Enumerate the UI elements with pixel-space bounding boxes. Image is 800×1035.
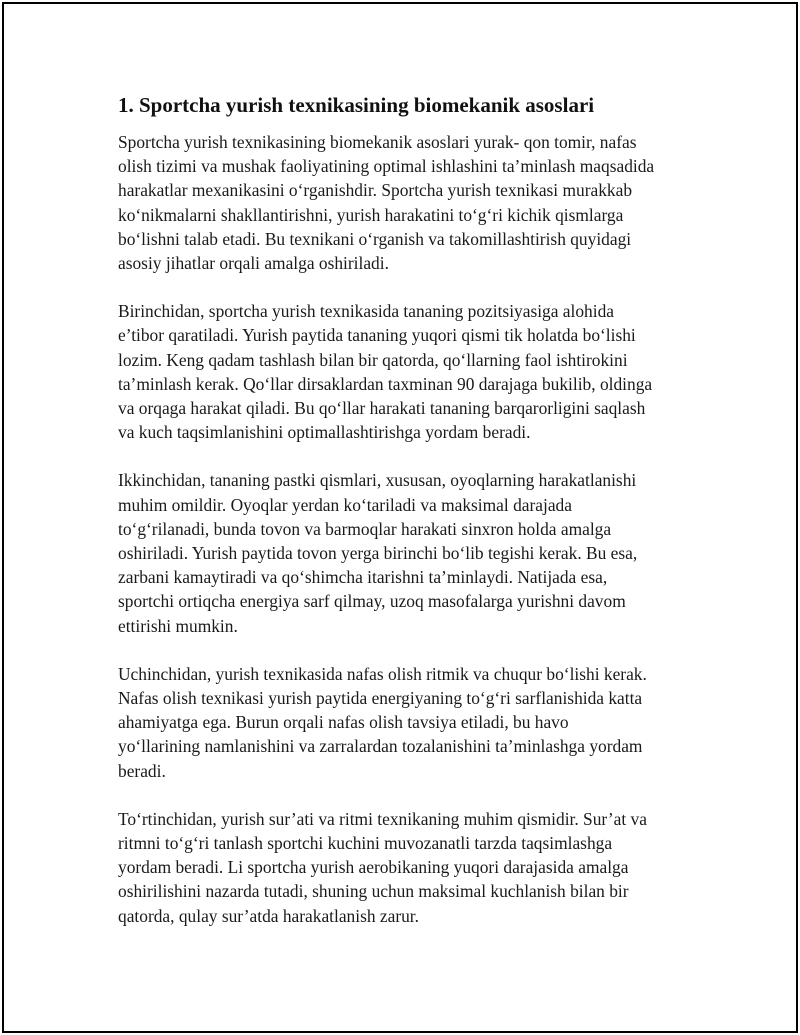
paragraph-first: Birinchidan, sportcha yurish texnikasida tananing pozitsiyasiga alohida e’tibor qaratiladi. Yurish paytida tananing yuqori qismi tik holatda boʻlishi lozim. Keng qadam tashlash bilan bir qatorda, qoʻllarning faol ishtirokini ta’minlash kerak. Qoʻllar dirsaklardan taxminan 90 darajaga bukilib, oldinga va orqaga harakat qiladi. Bu qoʻllar harakati tananing barqarorligini saqlash va kuch taqsimlanishini optimallashtirishga yordam beradi.	[118, 301, 653, 443]
section-heading: 1. Sportcha yurish texnikasining biomekanik asoslari	[118, 93, 595, 117]
paragraph-intro: Sportcha yurish texnikasining biomekanik asoslari yurak- qon tomir, nafas olish tizimi va mushak faoliyatining optimal ishlashini ta’minlash maqsadida harakatlar mexanikasini oʻrganishdir. Sportcha yurish texnikasi murakkab koʻnikmalarni shakllantirishni, yurish harakatini toʻgʻri kichik qismlarga boʻlishni talab etadi. Bu texnikani oʻrganish va takomillashtirish quyidagi asosiy jihatlar orqali amalga oshiriladi.	[118, 132, 655, 274]
paragraph-fourth: Toʻrtinchidan, yurish sur’ati va ritmi texnikaning muhim qismidir. Sur’at va ritmni toʻgʻri tanlash sportchi kuchini muvozanatli tarzda taqsimlashga yordam beradi. Li sportcha yurish aerobikaning yuqori darajasida amalga oshirilishini nazarda tutadi, shuning uchun maksimal kuchlanish bilan bir qatorda, qulay sur’atda harakatlanish zarur.	[118, 808, 647, 926]
paragraph-third: Uchinchidan, yurish texnikasida nafas olish ritmik va chuqur boʻlishi kerak. Nafas olish texnikasi yurish paytida energiyaning toʻgʻri sarflanishida katta ahamiyatga ega. Burun orqali nafas olish tavsiya etiladi, bu havo yoʻllarining namlanishini va zarralardan tozalanishini ta’minlashga yordam beradi.	[118, 663, 647, 781]
paragraph-second: Ikkinchidan, tananing pastki qismlari, xususan, oyoqlarning harakatlanishi muhim omildir. Oyoqlar yerdan koʻtariladi va maksimal darajada toʻgʻrilanadi, bunda tovon va barmoqlar harakati sinxron holda amalga oshiriladi. Yurish paytida tovon yerga birinchi boʻlib tegishi kerak. Bu esa, zarbani kamaytiradi va qoʻshimcha itarishni ta’minlaydi. Natijada esa, sportchi ortiqcha energiya sarf qilmay, uzoq masofalarga yurishni davom ettirishi mumkin.	[118, 470, 638, 636]
document-body	[118, 92, 696, 952]
